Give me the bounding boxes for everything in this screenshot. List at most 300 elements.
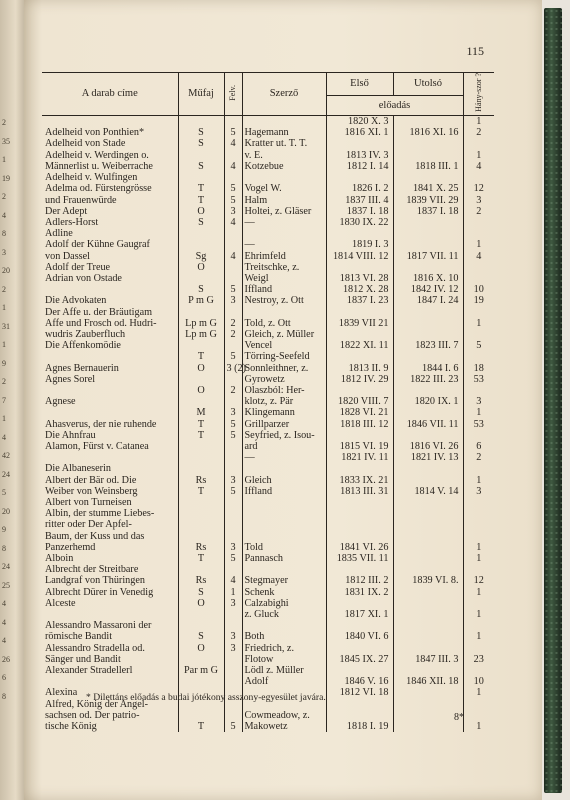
row-mufaj (178, 441, 224, 452)
row-elso: 1845 IX. 27 (326, 654, 393, 665)
row-mufaj (178, 172, 224, 183)
row-henyszor (463, 262, 494, 273)
row-mufaj (178, 676, 224, 687)
row-mufaj: T (178, 183, 224, 194)
table-row (42, 463, 494, 474)
header-eloadas: előadás (326, 95, 463, 115)
row-henyszor: 5 (463, 340, 494, 351)
row-szerzo: Flotow (242, 654, 326, 665)
row-szerzo (242, 307, 326, 318)
row-felv (224, 710, 242, 721)
row-elso (326, 138, 393, 149)
row-mufaj (178, 654, 224, 665)
row-szerzo: Holtei, z. Gläser (242, 206, 326, 217)
row-felv: 2 (224, 385, 242, 396)
row-henyszor (463, 138, 494, 149)
row-mufaj (178, 531, 224, 542)
row-elso: 1813 IV. 3 (326, 150, 393, 161)
row-elso (326, 351, 393, 362)
row-title: Alamon, Fürst v. Catanea (45, 440, 149, 452)
row-henyszor (463, 508, 494, 519)
row-mufaj: O (178, 262, 224, 273)
row-title: von Dassel (45, 250, 90, 262)
row-felv: 1 (224, 587, 242, 598)
row-henyszor: 1 (463, 407, 494, 418)
left-page-fragment: 25 (2, 580, 10, 590)
row-elso (326, 531, 393, 542)
row-mufaj (178, 463, 224, 474)
row-henyszor: 10 (463, 676, 494, 687)
row-utolso (393, 519, 463, 530)
row-mufaj: T (178, 195, 224, 206)
row-utolso (393, 687, 463, 698)
row-utolso: 1823 III. 7 (393, 340, 463, 351)
row-elso (326, 665, 393, 676)
row-utolso: 1839 VI. 8. (393, 575, 463, 586)
row-szerzo (242, 531, 326, 542)
row-henyszor: 2 (463, 206, 494, 217)
row-henyszor: 1 (463, 318, 494, 329)
left-page-fragment: 4 (2, 617, 6, 627)
row-utolso: 1844 I. 6 (393, 363, 463, 374)
row-elso (326, 430, 393, 441)
row-mufaj: Par m G (178, 665, 224, 676)
row-elso: 1820 VIII. 7 (326, 396, 393, 407)
row-szerzo: Törring-Seefeld (242, 351, 326, 362)
row-utolso: 1818 III. 1 (393, 161, 463, 172)
row-szerzo: Gleich (242, 475, 326, 486)
row-szerzo: Vencel (242, 340, 326, 351)
row-title: Adrian von Ostade (45, 272, 122, 284)
row-utolso (393, 531, 463, 542)
table-row (42, 564, 494, 575)
table-body (42, 116, 494, 733)
row-title: Albert von Turneisen (45, 496, 132, 508)
row-henyszor: 1 (463, 116, 494, 128)
row-mufaj: P m G (178, 295, 224, 306)
row-utolso (393, 307, 463, 318)
row-title: ritter oder Der Apfel- (45, 519, 132, 531)
row-mufaj (178, 396, 224, 407)
row-utolso (393, 262, 463, 273)
header-mufaj: Műfaj (178, 73, 224, 116)
left-page-fragment: 6 (2, 673, 6, 682)
row-title: Alboin (45, 553, 74, 564)
row-henyszor: 1 (463, 609, 494, 620)
row-henyszor (463, 531, 494, 542)
row-utolso: 1816 VI. 26 (393, 441, 463, 452)
page-number: 115 (466, 44, 484, 58)
left-page-fragment: 24 (2, 469, 10, 479)
row-elso: 1831 IX. 2 (326, 587, 393, 598)
table-row (42, 710, 494, 721)
table-row (42, 239, 494, 250)
row-utolso (393, 475, 463, 486)
row-henyszor: 2 (463, 127, 494, 138)
row-utolso: 1822 III. 23 (393, 374, 463, 385)
row-mufaj: T (178, 486, 224, 497)
row-utolso (393, 643, 463, 654)
footnote: * Dilettáns előadás a budai jótékony asszony-egyesület javára. (86, 692, 326, 703)
row-henyszor (463, 497, 494, 508)
row-title (42, 385, 178, 396)
row-elso: 1814 VIII. 12 (326, 251, 393, 262)
row-elso: 1817 XI. 1 (326, 609, 393, 620)
row-title: Albert der Bär od. Die (45, 474, 137, 486)
row-szerzo: klotz, z. Pär (242, 396, 326, 407)
row-utolso (393, 228, 463, 239)
table-row (42, 295, 494, 306)
row-utolso (393, 542, 463, 553)
row-title (42, 116, 178, 128)
row-utolso (393, 430, 463, 441)
left-page-edge (0, 0, 27, 800)
row-henyszor (463, 172, 494, 183)
row-mufaj: S (178, 631, 224, 642)
row-felv (224, 172, 242, 183)
row-utolso (393, 699, 463, 710)
row-szerzo: Klingemann (242, 407, 326, 418)
row-title (42, 284, 178, 295)
row-elso: 1816 XI. 1 (326, 127, 393, 138)
table-row (42, 363, 494, 374)
row-felv: 4 (224, 161, 242, 172)
header-szerzo: Szerző (242, 73, 326, 116)
row-elso (326, 172, 393, 183)
row-felv: 3 (224, 542, 242, 553)
left-page-fragment: 5 (2, 488, 6, 497)
row-mufaj: Rs (178, 475, 224, 486)
row-felv: 3 (224, 598, 242, 609)
row-title: Albrecht Dürer in Venedig (45, 586, 154, 598)
row-utolso: 1847 I. 24 (393, 295, 463, 306)
row-utolso: 1846 VII. 11 (393, 419, 463, 430)
row-utolso: 1817 VII. 11 (393, 251, 463, 262)
row-elso: 1818 III. 12 (326, 419, 393, 430)
row-elso: 1812 IV. 29 (326, 374, 393, 385)
row-henyszor: 1 (463, 475, 494, 486)
row-szerzo (242, 508, 326, 519)
left-page-fragment: 8 (2, 229, 6, 238)
row-szerzo: Cowmeadow, z. (242, 710, 326, 721)
row-felv (224, 307, 242, 318)
row-elso: 1812 III. 2 (326, 575, 393, 586)
row-utolso: 1837 I. 18 (393, 206, 463, 217)
row-mufaj: O (178, 206, 224, 217)
row-elso (326, 508, 393, 519)
row-szerzo: Nestroy, z. Ott (242, 295, 326, 306)
row-utolso (393, 150, 463, 161)
row-title: Adelheid von Ponthien* (45, 127, 145, 139)
row-utolso: 1821 IV. 13 (393, 452, 463, 463)
row-henyszor (463, 710, 494, 721)
row-utolso: 1846 XII. 18 (393, 676, 463, 687)
table-row (42, 553, 494, 564)
row-title: Adelma od. Fürstengrösse (45, 183, 152, 195)
row-szerzo: Olaszból: Her- (242, 385, 326, 396)
row-elso: 1820 X. 3 (326, 116, 393, 128)
row-szerzo: Seyfried, z. Isou- (242, 430, 326, 441)
row-henyszor: 1 (463, 631, 494, 642)
row-henyszor (463, 665, 494, 676)
row-elso: 1821 IV. 11 (326, 452, 393, 463)
row-felv (224, 228, 242, 239)
row-title: Die Ahnfrau (45, 429, 96, 441)
table-row (42, 542, 494, 553)
row-title (42, 452, 178, 463)
table-row (42, 251, 494, 262)
row-utolso (393, 239, 463, 250)
row-felv: 3 (224, 295, 242, 306)
row-henyszor: 4 (463, 161, 494, 172)
row-elso: 1818 I. 19 (326, 721, 393, 732)
row-title: Adelheid von Stade (45, 138, 126, 150)
row-felv (224, 340, 242, 351)
row-mufaj: O (178, 385, 224, 396)
left-page-fragment: 1 (2, 414, 6, 423)
table-row (42, 262, 494, 273)
row-felv (224, 441, 242, 452)
row-henyszor: 53 (463, 374, 494, 385)
row-felv (224, 620, 242, 631)
row-utolso (393, 721, 463, 732)
row-felv: 3 (224, 643, 242, 654)
row-utolso (393, 318, 463, 329)
row-henyszor (463, 620, 494, 631)
row-felv: 4 (224, 138, 242, 149)
left-page-fragment: 20 (2, 506, 10, 516)
header-felv: Felv. (224, 73, 242, 116)
row-henyszor (463, 329, 494, 340)
row-mufaj (178, 374, 224, 385)
row-szerzo: Makowetz (242, 721, 326, 732)
row-henyszor: 23 (463, 654, 494, 665)
row-utolso (393, 665, 463, 676)
row-szerzo (242, 620, 326, 631)
row-utolso (393, 116, 463, 128)
row-felv: 4 (224, 217, 242, 228)
row-felv: 3 (224, 475, 242, 486)
row-title: und Frauenwürde (45, 194, 117, 206)
row-szerzo: Adolf (242, 676, 326, 687)
row-mufaj (178, 497, 224, 508)
row-title: Landgraf von Thüringen (45, 575, 145, 587)
row-elso (326, 598, 393, 609)
row-felv: 2 (224, 329, 242, 340)
row-elso (326, 385, 393, 396)
row-szerzo (242, 463, 326, 474)
table-row (42, 385, 494, 396)
row-mufaj (178, 239, 224, 250)
row-mufaj: S (178, 127, 224, 138)
left-page-fragment: 24 (2, 562, 10, 571)
table-row (42, 486, 494, 497)
table-row (42, 531, 494, 542)
row-utolso (393, 351, 463, 362)
row-utolso: 1841 X. 25 (393, 183, 463, 194)
row-felv (224, 564, 242, 575)
row-title: Alessandro Stradella od. (45, 642, 145, 654)
left-page-fragment: 2 (2, 377, 6, 386)
row-mufaj (178, 452, 224, 463)
row-mufaj (178, 228, 224, 239)
row-szerzo: — (242, 217, 326, 228)
row-title: Alfred, König der Angel- (45, 698, 148, 710)
row-utolso: 1847 III. 3 (393, 654, 463, 665)
row-title: Die Advokaten (45, 295, 107, 307)
row-henyszor: 3 (463, 396, 494, 407)
table-row (42, 228, 494, 239)
row-title: Affe und Frosch od. Hudri- (45, 317, 157, 329)
row-szerzo: Told, z. Ott (242, 318, 326, 329)
row-title: Panzerhemd (45, 541, 96, 553)
left-page-fragment: 35 (2, 136, 10, 146)
row-henyszor: 4 (463, 251, 494, 262)
row-felv: 5 (224, 486, 242, 497)
row-felv: 4 (224, 575, 242, 586)
row-henyszor (463, 385, 494, 396)
table-row (42, 575, 494, 586)
row-utolso (393, 620, 463, 631)
row-szerzo: — (242, 452, 326, 463)
row-title: Männerlist u. Weiberrache (45, 160, 153, 172)
row-utolso (393, 385, 463, 396)
table-row (42, 430, 494, 441)
row-utolso (393, 587, 463, 598)
row-elso (326, 329, 393, 340)
row-felv (224, 452, 242, 463)
row-felv: 5 (224, 127, 242, 138)
row-szerzo: Iffland (242, 486, 326, 497)
table-row (42, 396, 494, 407)
row-title (42, 351, 178, 362)
row-henyszor: 1 (463, 542, 494, 553)
row-elso: 1835 VII. 11 (326, 553, 393, 564)
left-page-fragment: 4 (2, 432, 6, 442)
left-page-fragment: 3 (2, 247, 6, 257)
row-title: Albin, der stumme Liebes- (45, 508, 155, 520)
left-page-fragment: 4 (2, 599, 6, 608)
row-henyszor (463, 430, 494, 441)
row-szerzo: Grillparzer (242, 419, 326, 430)
row-felv (224, 273, 242, 284)
row-henyszor: 1 (463, 150, 494, 161)
row-mufaj: T (178, 351, 224, 362)
row-title: Die Albaneserin (45, 463, 111, 475)
row-szerzo: Calzabighi (242, 598, 326, 609)
row-szerzo (242, 519, 326, 530)
row-title: Albrecht der Streitbare (45, 564, 139, 576)
cover-marbling (544, 8, 562, 793)
row-henyszor: 1 (463, 721, 494, 732)
row-henyszor (463, 564, 494, 575)
row-mufaj (178, 519, 224, 530)
row-elso (326, 307, 393, 318)
row-szerzo: Gleich, z. Müller (242, 329, 326, 340)
row-utolso (393, 710, 463, 721)
row-title: Sänger und Bandit (45, 653, 121, 665)
row-mufaj: O (178, 598, 224, 609)
row-utolso: 1814 V. 14 (393, 486, 463, 497)
row-mufaj: S (178, 217, 224, 228)
row-mufaj: O (178, 363, 224, 374)
row-felv (224, 665, 242, 676)
row-henyszor: 3 (463, 486, 494, 497)
row-title: Adlers-Horst (45, 216, 99, 228)
row-elso: 1828 VI. 21 (326, 407, 393, 418)
row-mufaj: Sg (178, 251, 224, 262)
row-felv (224, 519, 242, 530)
row-felv (224, 654, 242, 665)
row-mufaj: Rs (178, 542, 224, 553)
left-page-fragment: 20 (2, 266, 10, 275)
row-title: Agnese (45, 396, 76, 408)
row-felv: 5 (224, 419, 242, 430)
row-title: sachsen od. Der patrio- (45, 709, 140, 721)
row-elso (326, 643, 393, 654)
row-title (42, 407, 178, 418)
book-page (24, 0, 542, 800)
row-felv (224, 676, 242, 687)
left-page-fragment: 8 (2, 691, 6, 701)
row-title: Baum, der Kuss und das (45, 530, 145, 542)
table-row (42, 643, 494, 654)
row-title: Der Adept (45, 205, 88, 217)
row-title: Adelheid v. Wulfingen (45, 172, 138, 184)
table-row (42, 374, 494, 385)
table-row (42, 340, 494, 351)
row-elso: 1833 IX. 21 (326, 475, 393, 486)
row-elso: 1837 III. 4 (326, 195, 393, 206)
left-page-fragment: 7 (2, 395, 6, 405)
register-table (42, 72, 494, 732)
row-elso: 1846 V. 16 (326, 676, 393, 687)
row-szerzo: — (242, 239, 326, 250)
row-mufaj (178, 564, 224, 575)
table-row (42, 620, 494, 631)
row-henyszor (463, 307, 494, 318)
table-row (42, 116, 494, 128)
row-felv: 5 (224, 721, 242, 732)
row-title: Alexander Stradellerl (45, 665, 133, 677)
row-elso: 1812 VI. 18 (326, 687, 393, 698)
table-row (42, 217, 494, 228)
row-elso (326, 699, 393, 710)
row-felv (224, 531, 242, 542)
row-henyszor: 18 (463, 363, 494, 374)
row-utolso (393, 609, 463, 620)
left-page-fragment: 2 (2, 284, 6, 294)
row-szerzo (242, 172, 326, 183)
table-row (42, 676, 494, 687)
row-mufaj: O (178, 643, 224, 654)
row-utolso (393, 138, 463, 149)
table-row (42, 665, 494, 676)
row-szerzo (242, 116, 326, 128)
row-szerzo: Weigl (242, 273, 326, 284)
table-row (42, 273, 494, 284)
row-title: Adline (45, 228, 73, 240)
row-henyszor (463, 463, 494, 474)
table-row (42, 206, 494, 217)
row-title: Der Affe u. der Bräutigam (45, 306, 153, 318)
row-title (42, 676, 178, 687)
table-row (42, 329, 494, 340)
row-elso: 1840 VI. 6 (326, 631, 393, 642)
row-felv: 5 (224, 195, 242, 206)
row-henyszor: 12 (463, 183, 494, 194)
table-row (42, 508, 494, 519)
